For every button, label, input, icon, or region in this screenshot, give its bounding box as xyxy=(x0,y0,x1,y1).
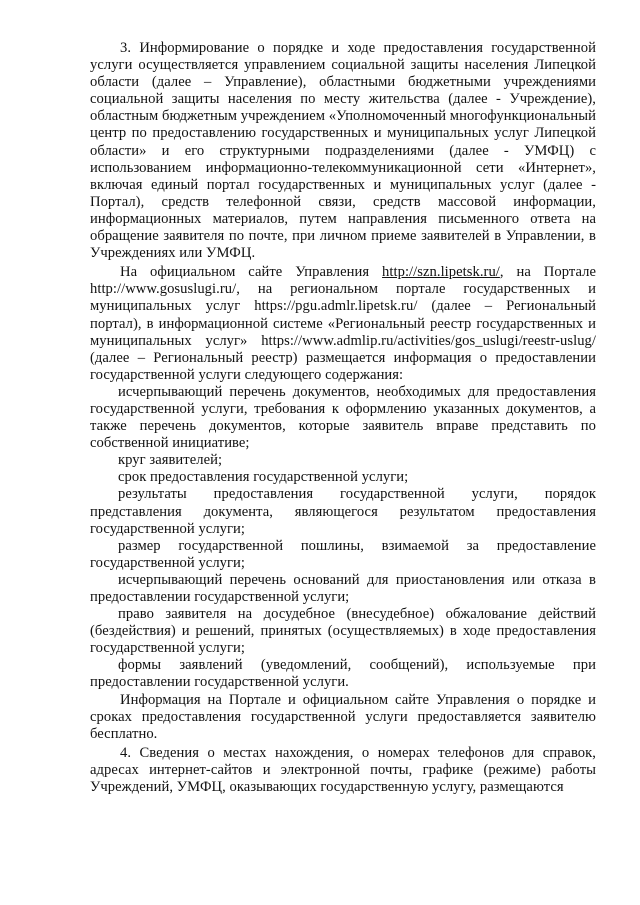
list-item-forms: формы заявлений (уведомлений, сообщений), используемые при предоставлении государственной услуги. xyxy=(90,657,596,691)
list-item-documents: исчерпывающий перечень документов, необходимых для предоставления государственной услуги, требования к оформлению указанных документов, а также перечень документов, которые заявитель вправе представить по собственной инициативе; xyxy=(90,383,596,452)
list-item-applicants: круг заявителей; xyxy=(118,452,223,469)
paragraph-official-site xyxy=(90,264,596,384)
list-item-refusal-grounds: исчерпывающий перечень оснований для приостановления или отказа в предоставлении государственной услуги; xyxy=(90,571,596,605)
paragraph-official-site-rest: , на Портале http://www.gosuslugi.ru/, на региональном портале государственных и муниципальных услуг https://pgu.admlr.lipetsk.ru/ (далее – Региональный портал), в информационной системе «Региональный реестр государственных и муниципальных услуг» https://www.admlip.ru/activities/gos_uslugi/reestr-uslug/ (далее – Региональный реестр) размещается информация о предоставлении государственной услуги следующего содержания: xyxy=(90,264,596,383)
list-item-fee: размер государственной пошлины, взимаемой за предоставление государственной услуги; xyxy=(90,537,596,571)
szn-lipetsk-link[interactable]: http://szn.lipetsk.ru/ xyxy=(382,264,500,281)
list-item-appeal-right: право заявителя на досудебное (внесудебное) обжалование действий (бездействия) и решений, принятых (осуществляемых) в ходе предоставления государственной услуги; xyxy=(90,606,596,657)
paragraph-official-site-start: На официальном сайте Управления xyxy=(120,264,383,281)
paragraph-informing-order: 3. Информирование о порядке и ходе предоставления государственной услуги осуществляется управлением социальной защиты населения Липецкой области (далее – Управление), областными бюджетными учреждениями социальной защиты населения по месту жительства (далее - Учреждение), областным бюджетным учреждением «Уполномоченный многофункциональный центр по предоставлению государственных и муниципальных услуг Липецкой области» и его структурными подразделениями (далее - УМФЦ) с использованием информационно-телекоммуникационной сети «Интернет», включая единый портал государственных и муниципальных услуг (далее - Портал), средств телефонной связи, средств массовой информации, информационных материалов, путем направления письменного ответа на обращение заявителя по почте, при личном приеме заявителей в Управлении, в Учреждениях или УМФЦ. xyxy=(90,40,596,262)
list-item-results: результаты предоставления государственной услуги, порядок представления документа, являющегося результатом предоставления государственной услуги; xyxy=(90,486,596,537)
paragraph-locations: 4. Сведения о местах нахождения, о номерах телефонов для справок, адресах интернет-сайтов и электронной почты, графике (режиме) работы Учреждений, УМФЦ, оказывающих государственную услугу, размещаются xyxy=(90,744,596,796)
list-item-term: срок предоставления государственной услуги; xyxy=(118,469,409,486)
paragraph-free-info: Информация на Портале и официальном сайте Управления о порядке и сроках предоставления государственной услуги предоставляется заявителю бесплатно. xyxy=(90,691,596,742)
